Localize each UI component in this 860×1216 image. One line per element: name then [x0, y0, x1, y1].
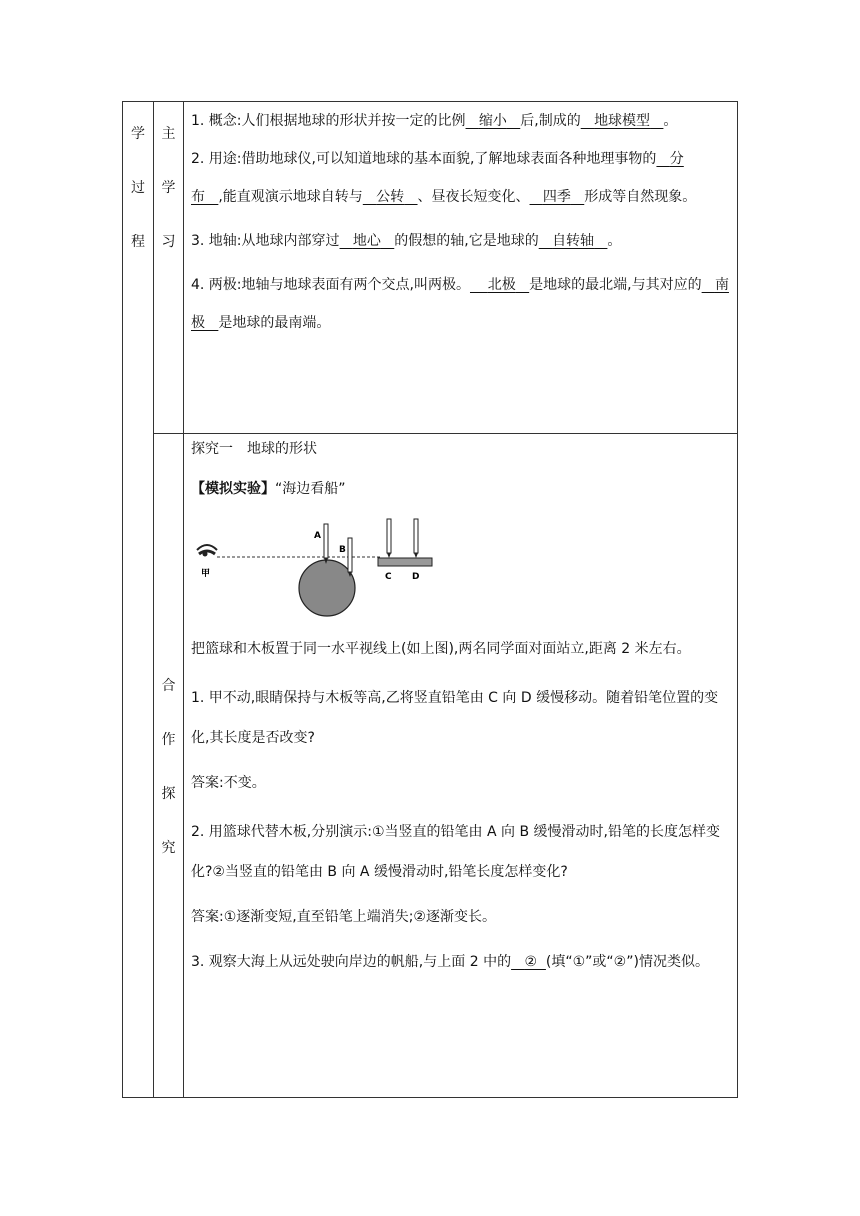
- experiment-title: 【模拟实验】“海边看船”: [191, 481, 346, 497]
- experiment-intro: 把篮球和木板置于同一水平视线上(如上图),两名同学面对面站立,距离 2 米左右。: [191, 641, 691, 657]
- wooden-board: [378, 558, 432, 566]
- blank-answer: 分: [669, 151, 684, 167]
- label-c: C: [385, 572, 392, 582]
- self-study-char-2: 学: [161, 180, 176, 196]
- blank-answer: 自转轴: [552, 233, 595, 249]
- question-3: 3. 观察大海上从远处驶向岸边的帆船,与上面 2 中的 ② (填“①”或“②”)情况类似。: [191, 954, 709, 970]
- blank-answer: 北极: [487, 277, 516, 293]
- axis-paragraph: 3. 地轴:从地球内部穿过 地心 的假想的轴,它是地球的 自转轴 。: [191, 233, 622, 249]
- cooperative-label: [154, 434, 184, 1098]
- basketball: [299, 560, 355, 616]
- pencil-a-icon: [324, 524, 328, 564]
- self-study-label: [154, 102, 184, 434]
- poles-paragraph: 4. 两极:地轴与地球表面有两个交点,叫两极。 北极 是地球的最北端,与其对应的 南极 是地球的最南端。: [191, 277, 729, 331]
- question-1: 1. 甲不动,眼睛保持与木板等高,乙将竖直铅笔由 C 向 D 缓慢移动。随着铅笔位置的变化,其长度是否改变?: [191, 690, 719, 746]
- cooperative-content: [184, 434, 738, 1098]
- answer-1: 答案:不变。: [191, 775, 266, 791]
- label-d: D: [412, 572, 420, 582]
- self-study-char-1: 主: [161, 126, 176, 142]
- label-b: B: [339, 545, 346, 555]
- blank-answer: 四季: [542, 189, 571, 205]
- blank-answer: ②: [524, 954, 537, 970]
- blank-answer: 缩小: [478, 113, 507, 129]
- pencil-b-icon: [348, 538, 352, 577]
- concept-paragraph: 1. 概念:人们根据地球的形状并按一定的比例 缩小 后,制成的 地球模型 。: [191, 113, 678, 129]
- process-label-char-1: 学: [131, 126, 145, 142]
- process-label: [123, 102, 154, 1098]
- self-study-content: [184, 102, 738, 434]
- blank-answer: 布: [191, 189, 205, 205]
- self-study-char-3: 习: [161, 234, 176, 250]
- eye-label: 甲: [201, 569, 211, 579]
- usage-paragraph: 2. 用途:借助地球仪,可以知道地球的基本面貌,了解地球表面各种地理事物的 分 布 ,能直观演示地球自转与 公转 、昼夜长短变化、 四季 形成等自然现象。: [191, 151, 697, 205]
- answer-2: 答案:①逐渐变短,直至铅笔上端消失;②逐渐变长。: [191, 909, 496, 925]
- label-a: A: [314, 531, 321, 541]
- blank-answer: 地球模型: [594, 113, 651, 129]
- cooperative-char-4: 究: [161, 840, 176, 856]
- experiment-diagram: [191, 514, 441, 624]
- pencil-d-icon: [414, 519, 418, 558]
- eye-icon: [197, 545, 217, 557]
- process-label-char-3: 程: [131, 234, 145, 250]
- pencil-c-icon: [387, 519, 391, 558]
- cooperative-char-3: 探: [161, 786, 176, 802]
- blank-answer: 地心: [352, 233, 381, 249]
- inquiry-heading: 探究一 地球的形状: [191, 441, 317, 457]
- lesson-table: [122, 101, 738, 1098]
- question-2: 2. 用篮球代替木板,分别演示:①当竖直的铅笔由 A 向 B 缓慢滑动时,铅笔的长度怎样变化?②当竖直的铅笔由 B 向 A 缓慢滑动时,铅笔长度怎样变化?: [191, 824, 720, 880]
- cooperative-char-2: 作: [161, 732, 176, 748]
- cooperative-char-1: 合: [161, 678, 176, 694]
- process-label-char-2: 过: [131, 180, 145, 196]
- blank-answer: 公转: [376, 189, 405, 205]
- blank-answer: 南极: [191, 277, 729, 331]
